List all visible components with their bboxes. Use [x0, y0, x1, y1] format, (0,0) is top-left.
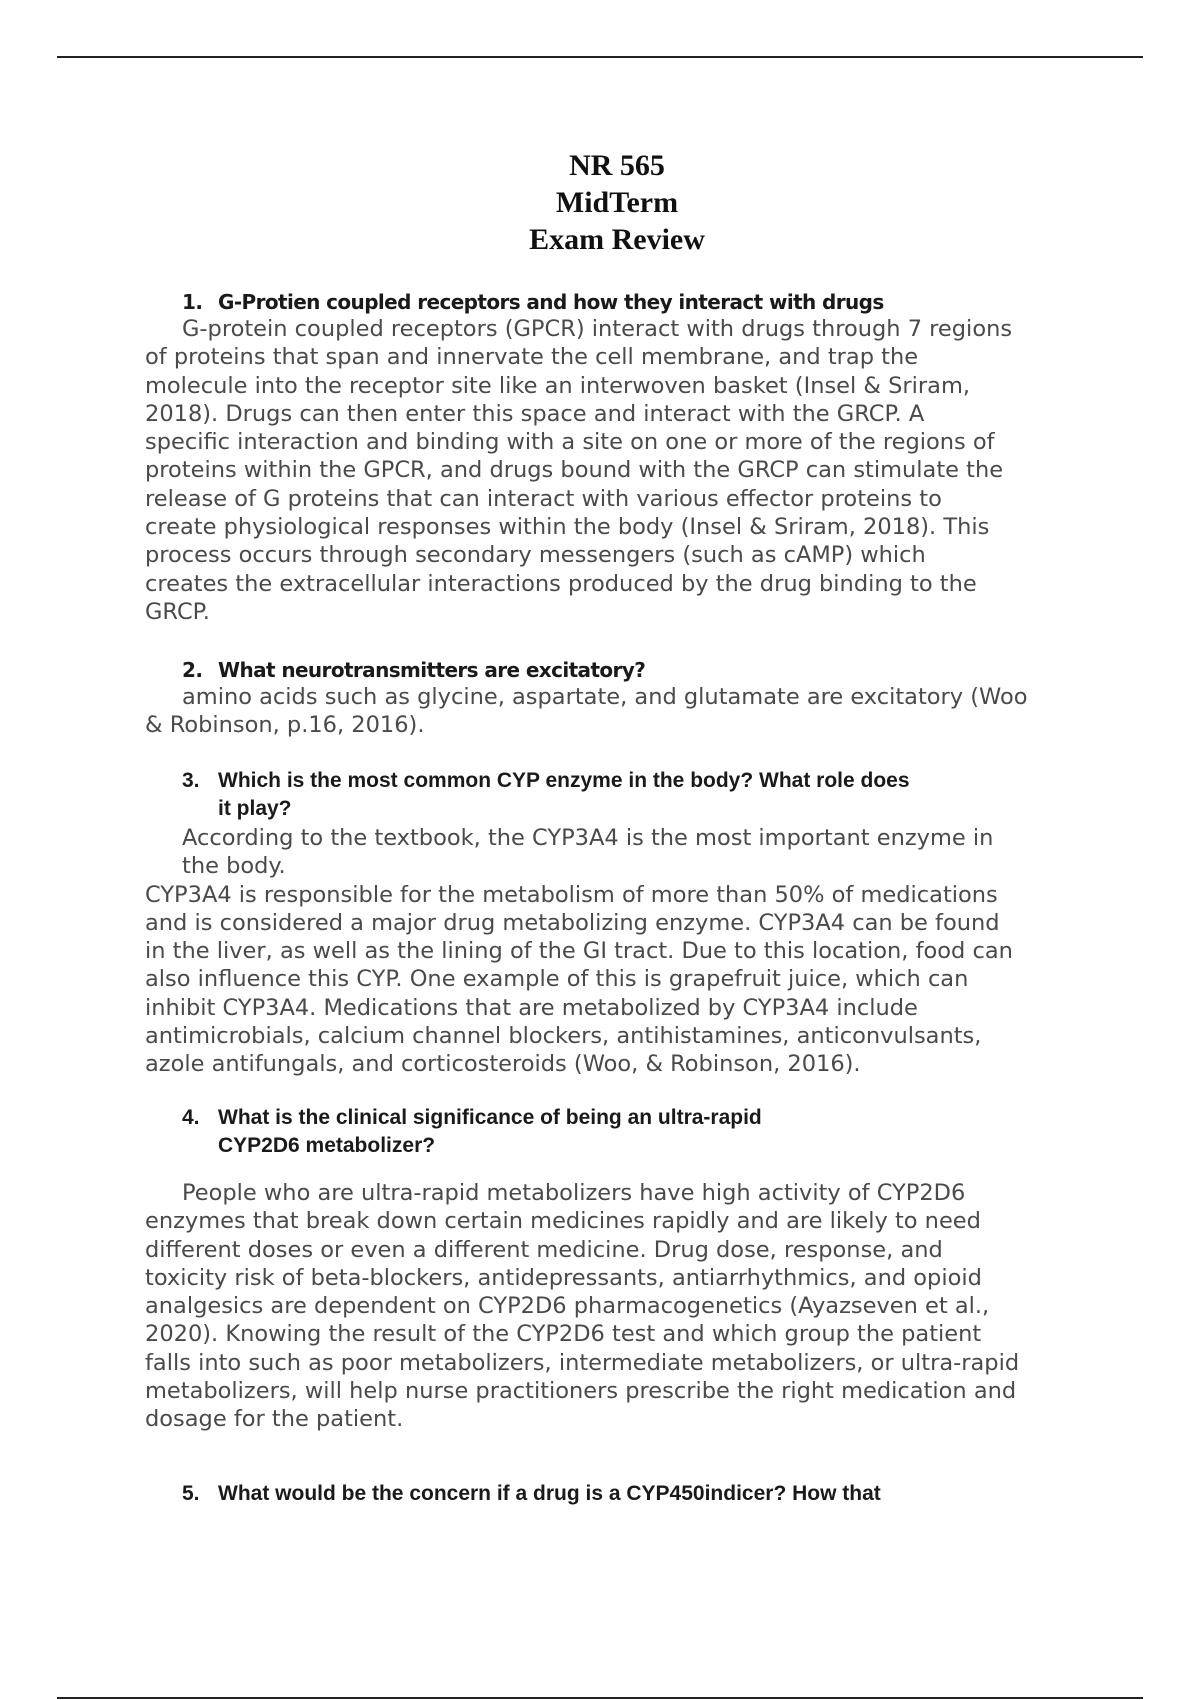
title-midterm: MidTerm: [555, 186, 679, 219]
answer-1-line: proteins within the GPCR, and drugs bound with the GRCP can stimulate the: [145, 457, 1004, 484]
document-title: [0, 147, 1200, 258]
answer-3: [145, 824, 1125, 1079]
title-course: NR 565: [569, 149, 665, 182]
question-3-number: 3.: [182, 769, 200, 792]
question-1-number: 1.: [182, 290, 203, 314]
answer-4-line: toxicity risk of beta-blockers, antidepressants, antiarrhythmics, and opioid: [145, 1264, 982, 1291]
answer-1-line: molecule into the receptor site like an interwoven basket (Insel & Sriram,: [145, 372, 971, 399]
answer-4-line: different doses or even a different medicine. Drug dose, response, and: [145, 1236, 943, 1263]
answer-1-line: process occurs through secondary messengers (such as cAMP) which: [145, 542, 926, 569]
answer-2-line: & Robinson, p.16, 2016).: [145, 712, 425, 739]
answer-1-line: of proteins that span and innervate the cell membrane, and trap the: [145, 344, 919, 371]
question-2-text: What neurotransmitters are excitatory?: [218, 658, 646, 682]
question-5-number: 5.: [182, 1482, 200, 1505]
question-3: [182, 767, 1082, 823]
answer-3-intro-line: the body.: [182, 853, 286, 880]
answer-1-line: creates the extracellular interactions produced by the drug binding to the: [145, 570, 977, 597]
answer-3-line: also influence this CYP. One example of this is grapefruit juice, which can: [145, 966, 969, 993]
header-rule: [57, 56, 1143, 58]
answer-3-line: CYP3A4 is responsible for the metabolism of more than 50% of medications: [145, 881, 998, 908]
answer-4-line: dosage for the patient.: [145, 1406, 404, 1433]
answer-4-line: People who are ultra-rapid metabolizers have high activity of CYP2D6: [182, 1180, 966, 1206]
question-4-text-line: CYP2D6 metabolizer?: [218, 1134, 436, 1157]
answer-4-line: analgesics are dependent on CYP2D6 pharmacogenetics (Ayazseven et al.,: [145, 1293, 990, 1320]
question-3-text-line: Which is the most common CYP enzyme in the body? What role does: [218, 769, 910, 792]
answer-1: [145, 315, 1125, 626]
answer-3-line: and is considered a major drug metabolizing enzyme. CYP3A4 can be found: [145, 909, 1000, 936]
answer-4-line: 2020). Knowing the result of the CYP2D6 test and which group the patient: [145, 1321, 982, 1348]
question-4: [182, 1104, 1082, 1160]
answer-3-line: azole antifungals, and corticosteroids (Woo, & Robinson, 2016).: [145, 1051, 861, 1078]
answer-3-line: inhibit CYP3A4. Medications that are metabolized by CYP3A4 include: [145, 994, 918, 1021]
answer-2: [145, 683, 1125, 740]
answer-1-line: GRCP.: [145, 598, 210, 625]
question-1: [182, 288, 1082, 316]
question-2-number: 2.: [182, 658, 203, 682]
question-2: [182, 656, 1082, 684]
answer-3-line: antimicrobials, calcium channel blockers, antihistamines, anticonvulsants,: [145, 1023, 982, 1050]
answer-4-line: enzymes that break down certain medicines rapidly and are likely to need: [145, 1208, 981, 1235]
answer-1-line: release of G proteins that can interact with various effector proteins to: [145, 485, 942, 512]
answer-4-line: falls into such as poor metabolizers, intermediate metabolizers, or ultra-rapid: [145, 1349, 1020, 1376]
question-3-text-line: it play?: [218, 797, 292, 820]
question-5-text: What would be the concern if a drug is a CYP450indicer? How that: [218, 1482, 881, 1505]
answer-1-line: create physiological responses within the body (Insel & Sriram, 2018). This: [145, 514, 990, 541]
question-4-text-line: What is the clinical significance of being an ultra-rapid: [218, 1106, 762, 1129]
answer-2-line: amino acids such as glycine, aspartate, and glutamate are excitatory (Woo: [182, 684, 1028, 710]
question-5: [182, 1480, 1082, 1508]
footer-rule: [57, 1697, 1143, 1699]
question-4-number: 4.: [182, 1106, 200, 1129]
answer-1-line: 2018). Drugs can then enter this space and interact with the GRCP. A: [145, 400, 925, 427]
answer-4-line: metabolizers, will help nurse practitioners prescribe the right medication and: [145, 1378, 1017, 1405]
title-exam-review: Exam Review: [529, 223, 705, 256]
answer-3-line: in the liver, as well as the lining of the GI tract. Due to this location, food can: [145, 938, 1013, 965]
answer-1-line: specific interaction and binding with a site on one or more of the regions of: [145, 429, 995, 456]
question-1-text: G-Protien coupled receptors and how they interact with drugs: [218, 290, 884, 314]
answer-4: [145, 1179, 1125, 1434]
answer-1-line: G-protein coupled receptors (GPCR) interact with drugs through 7 regions: [182, 316, 1013, 342]
answer-3-intro-line: According to the textbook, the CYP3A4 is the most important enzyme in: [182, 825, 994, 851]
